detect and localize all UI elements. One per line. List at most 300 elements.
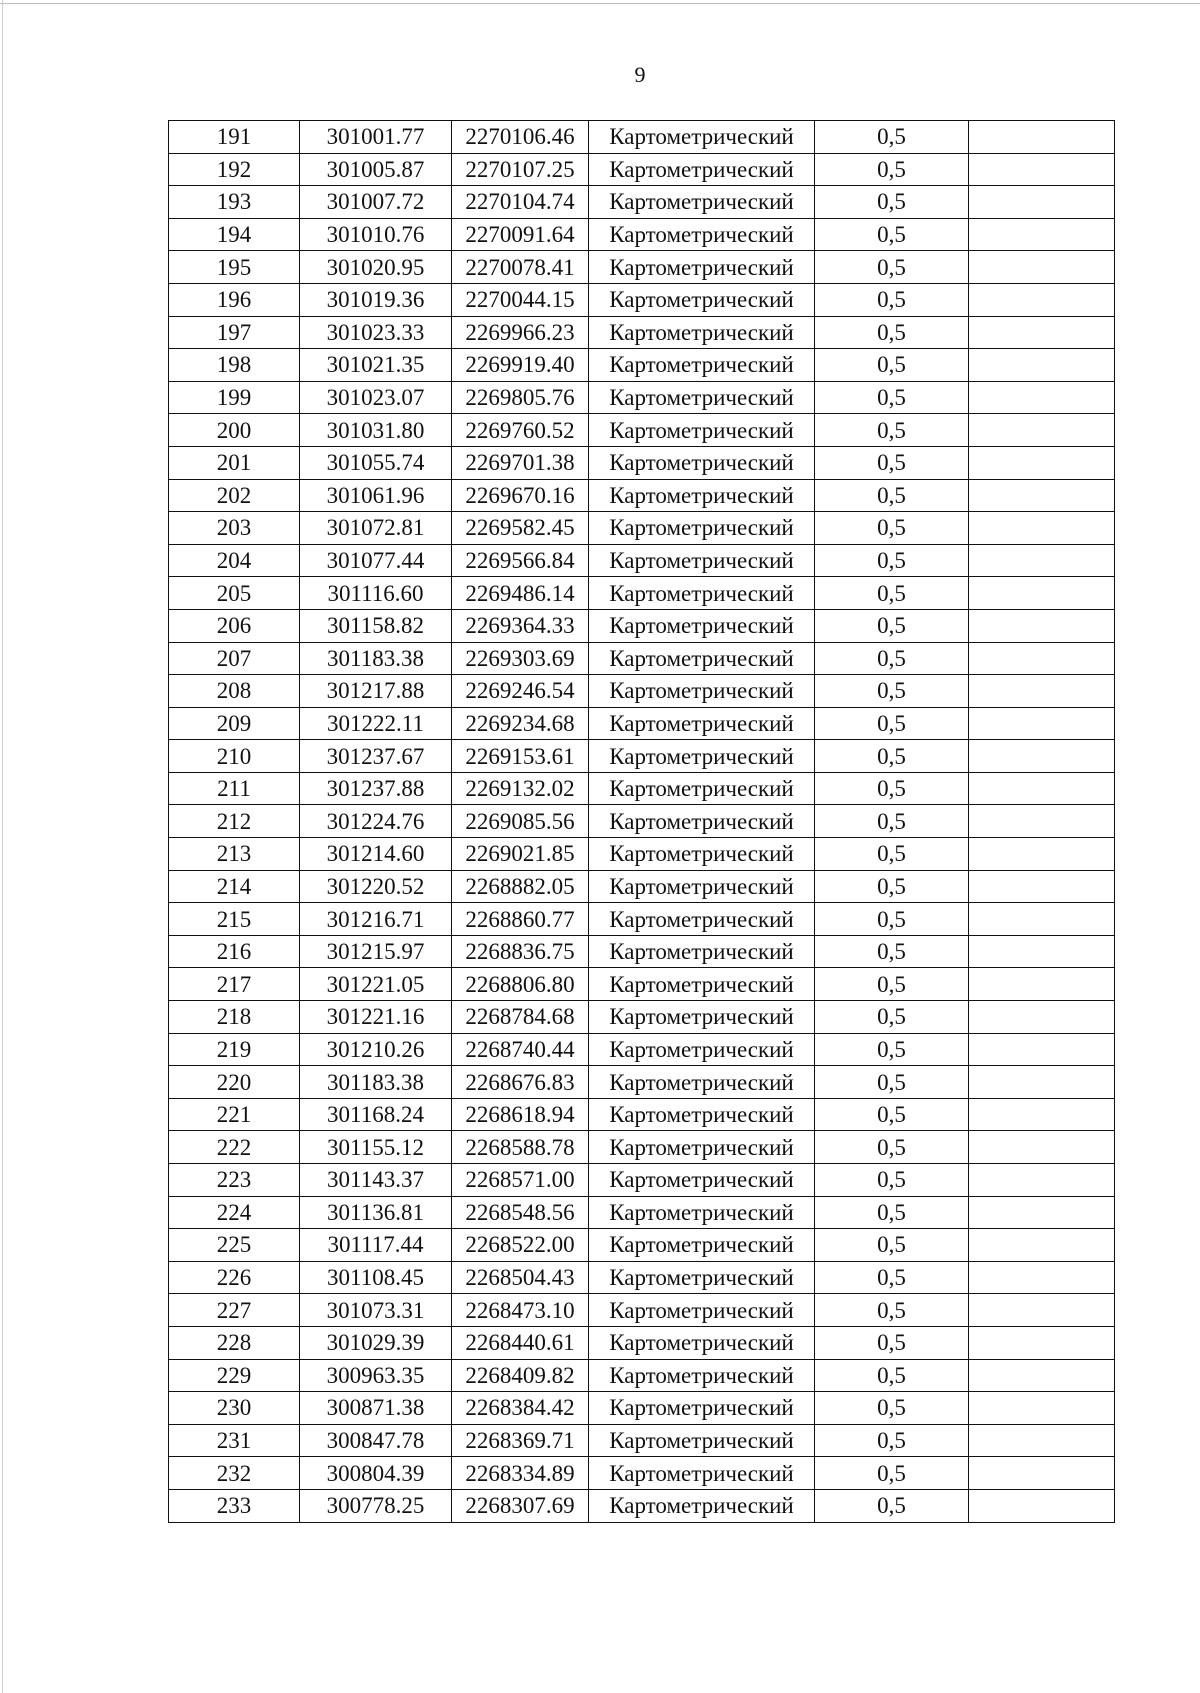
accuracy-cell: 0,5 [815,512,969,545]
x-coordinate-cell: 300871.38 [300,1392,452,1425]
y-coordinate-cell: 2269582.45 [452,512,589,545]
note-cell [969,446,1115,479]
y-coordinate-cell: 2268473.10 [452,1294,589,1327]
method-cell: Картометрический [589,675,815,708]
note-cell [969,707,1115,740]
x-coordinate-cell: 301237.88 [300,772,452,805]
y-coordinate-cell: 2268504.43 [452,1261,589,1294]
note-cell [969,935,1115,968]
method-cell: Картометрический [589,609,815,642]
accuracy-cell: 0,5 [815,805,969,838]
y-coordinate-cell: 2270078.41 [452,251,589,284]
method-cell: Картометрический [589,186,815,219]
point-number-cell: 216 [169,935,300,968]
accuracy-cell: 0,5 [815,544,969,577]
x-coordinate-cell: 301143.37 [300,1164,452,1197]
note-cell [969,1033,1115,1066]
accuracy-cell: 0,5 [815,1392,969,1425]
x-coordinate-cell: 300963.35 [300,1359,452,1392]
x-coordinate-cell: 301019.36 [300,283,452,316]
y-coordinate-cell: 2269153.61 [452,740,589,773]
note-cell [969,121,1115,154]
x-coordinate-cell: 301031.80 [300,414,452,447]
accuracy-cell: 0,5 [815,740,969,773]
table-row [169,838,1115,871]
y-coordinate-cell: 2268836.75 [452,935,589,968]
note-cell [969,153,1115,186]
scan-edge-line [0,3,1200,4]
x-coordinate-cell: 301117.44 [300,1229,452,1262]
accuracy-cell: 0,5 [815,1131,969,1164]
x-coordinate-cell: 301155.12 [300,1131,452,1164]
table-row [169,479,1115,512]
table-row [169,642,1115,675]
y-coordinate-cell: 2269486.14 [452,577,589,610]
note-cell [969,218,1115,251]
accuracy-cell: 0,5 [815,1229,969,1262]
note-cell [969,1196,1115,1229]
table-row [169,1326,1115,1359]
point-number-cell: 201 [169,446,300,479]
table-row [169,381,1115,414]
x-coordinate-cell: 301221.16 [300,1001,452,1034]
method-cell: Картометрический [589,577,815,610]
note-cell [969,186,1115,219]
point-number-cell: 200 [169,414,300,447]
point-number-cell: 198 [169,349,300,382]
method-cell: Картометрический [589,218,815,251]
y-coordinate-cell: 2268571.00 [452,1164,589,1197]
method-cell: Картометрический [589,1033,815,1066]
method-cell: Картометрический [589,1457,815,1490]
table-row [169,153,1115,186]
point-number-cell: 193 [169,186,300,219]
method-cell: Картометрический [589,1326,815,1359]
point-number-cell: 229 [169,1359,300,1392]
x-coordinate-cell: 301077.44 [300,544,452,577]
y-coordinate-cell: 2268307.69 [452,1489,589,1522]
x-coordinate-cell: 301216.71 [300,903,452,936]
table-row [169,186,1115,219]
table-row [169,218,1115,251]
x-coordinate-cell: 301007.72 [300,186,452,219]
x-coordinate-cell: 301108.45 [300,1261,452,1294]
y-coordinate-cell: 2269670.16 [452,479,589,512]
x-coordinate-cell: 301221.05 [300,968,452,1001]
method-cell: Картометрический [589,1294,815,1327]
note-cell [969,316,1115,349]
method-cell: Картометрический [589,544,815,577]
method-cell: Картометрический [589,381,815,414]
x-coordinate-cell: 301136.81 [300,1196,452,1229]
x-coordinate-cell: 301023.07 [300,381,452,414]
table-row [169,446,1115,479]
note-cell [969,1326,1115,1359]
table-row [169,316,1115,349]
point-number-cell: 206 [169,609,300,642]
accuracy-cell: 0,5 [815,707,969,740]
table-row [169,1229,1115,1262]
point-number-cell: 222 [169,1131,300,1164]
x-coordinate-cell: 301168.24 [300,1098,452,1131]
accuracy-cell: 0,5 [815,479,969,512]
point-number-cell: 218 [169,1001,300,1034]
table-row [169,935,1115,968]
y-coordinate-cell: 2268409.82 [452,1359,589,1392]
table-row [169,1196,1115,1229]
method-cell: Картометрический [589,935,815,968]
point-number-cell: 202 [169,479,300,512]
point-number-cell: 224 [169,1196,300,1229]
note-cell [969,740,1115,773]
x-coordinate-cell: 301001.77 [300,121,452,154]
y-coordinate-cell: 2269566.84 [452,544,589,577]
note-cell [969,968,1115,1001]
x-coordinate-cell: 301072.81 [300,512,452,545]
table-row [169,1001,1115,1034]
y-coordinate-cell: 2269919.40 [452,349,589,382]
table-row [169,544,1115,577]
method-cell: Картометрический [589,740,815,773]
method-cell: Картометрический [589,903,815,936]
x-coordinate-cell: 301020.95 [300,251,452,284]
point-number-cell: 195 [169,251,300,284]
accuracy-cell: 0,5 [815,609,969,642]
x-coordinate-cell: 301183.38 [300,642,452,675]
table-row [169,1164,1115,1197]
table-row [169,1066,1115,1099]
note-cell [969,251,1115,284]
point-number-cell: 219 [169,1033,300,1066]
accuracy-cell: 0,5 [815,1164,969,1197]
point-number-cell: 220 [169,1066,300,1099]
y-coordinate-cell: 2268806.80 [452,968,589,1001]
point-number-cell: 214 [169,870,300,903]
accuracy-cell: 0,5 [815,1066,969,1099]
y-coordinate-cell: 2270104.74 [452,186,589,219]
accuracy-cell: 0,5 [815,1261,969,1294]
method-cell: Картометрический [589,316,815,349]
note-cell [969,1066,1115,1099]
table-row [169,251,1115,284]
note-cell [969,544,1115,577]
y-coordinate-cell: 2268548.56 [452,1196,589,1229]
x-coordinate-cell: 301061.96 [300,479,452,512]
method-cell: Картометрический [589,479,815,512]
accuracy-cell: 0,5 [815,577,969,610]
accuracy-cell: 0,5 [815,675,969,708]
method-cell: Картометрический [589,772,815,805]
table-row [169,805,1115,838]
note-cell [969,1001,1115,1034]
table-row [169,1098,1115,1131]
accuracy-cell: 0,5 [815,381,969,414]
x-coordinate-cell: 301220.52 [300,870,452,903]
y-coordinate-cell: 2269234.68 [452,707,589,740]
page-number: 9 [634,62,646,87]
note-cell [969,512,1115,545]
y-coordinate-cell: 2269021.85 [452,838,589,871]
table-row [169,1392,1115,1425]
method-cell: Картометрический [589,707,815,740]
table-row [169,968,1115,1001]
table-row [169,121,1115,154]
point-number-cell: 226 [169,1261,300,1294]
point-number-cell: 196 [169,283,300,316]
method-cell: Картометрический [589,121,815,154]
method-cell: Картометрический [589,512,815,545]
note-cell [969,479,1115,512]
note-cell [969,1261,1115,1294]
y-coordinate-cell: 2269805.76 [452,381,589,414]
table-row [169,1033,1115,1066]
x-coordinate-cell: 301183.38 [300,1066,452,1099]
coordinates-table-body [169,121,1115,1523]
y-coordinate-cell: 2269246.54 [452,675,589,708]
y-coordinate-cell: 2270106.46 [452,121,589,154]
method-cell: Картометрический [589,1489,815,1522]
point-number-cell: 194 [169,218,300,251]
note-cell [969,381,1115,414]
method-cell: Картометрический [589,1424,815,1457]
note-cell [969,414,1115,447]
point-number-cell: 191 [169,121,300,154]
point-number-cell: 207 [169,642,300,675]
method-cell: Картометрический [589,1098,815,1131]
x-coordinate-cell: 300804.39 [300,1457,452,1490]
x-coordinate-cell: 301158.82 [300,609,452,642]
accuracy-cell: 0,5 [815,903,969,936]
table-row [169,1489,1115,1522]
y-coordinate-cell: 2268369.71 [452,1424,589,1457]
accuracy-cell: 0,5 [815,642,969,675]
note-cell [969,772,1115,805]
y-coordinate-cell: 2269132.02 [452,772,589,805]
y-coordinate-cell: 2270107.25 [452,153,589,186]
accuracy-cell: 0,5 [815,838,969,871]
accuracy-cell: 0,5 [815,251,969,284]
accuracy-cell: 0,5 [815,1359,969,1392]
note-cell [969,1229,1115,1262]
method-cell: Картометрический [589,414,815,447]
table-row [169,609,1115,642]
note-cell [969,1489,1115,1522]
x-coordinate-cell: 301214.60 [300,838,452,871]
table-row [169,283,1115,316]
point-number-cell: 210 [169,740,300,773]
accuracy-cell: 0,5 [815,349,969,382]
table-row [169,870,1115,903]
point-number-cell: 221 [169,1098,300,1131]
table-row [169,1294,1115,1327]
method-cell: Картометрический [589,283,815,316]
note-cell [969,675,1115,708]
method-cell: Картометрический [589,153,815,186]
note-cell [969,1098,1115,1131]
method-cell: Картометрический [589,870,815,903]
table-row [169,1261,1115,1294]
note-cell [969,283,1115,316]
table-row [169,772,1115,805]
point-number-cell: 205 [169,577,300,610]
point-number-cell: 199 [169,381,300,414]
table-row [169,1457,1115,1490]
point-number-cell: 213 [169,838,300,871]
note-cell [969,1392,1115,1425]
note-cell [969,838,1115,871]
accuracy-cell: 0,5 [815,1196,969,1229]
point-number-cell: 208 [169,675,300,708]
point-number-cell: 230 [169,1392,300,1425]
table-row [169,349,1115,382]
point-number-cell: 212 [169,805,300,838]
point-number-cell: 231 [169,1424,300,1457]
accuracy-cell: 0,5 [815,1001,969,1034]
y-coordinate-cell: 2268860.77 [452,903,589,936]
y-coordinate-cell: 2269760.52 [452,414,589,447]
accuracy-cell: 0,5 [815,186,969,219]
x-coordinate-cell: 301210.26 [300,1033,452,1066]
y-coordinate-cell: 2269966.23 [452,316,589,349]
point-number-cell: 217 [169,968,300,1001]
point-number-cell: 204 [169,544,300,577]
note-cell [969,1131,1115,1164]
x-coordinate-cell: 301023.33 [300,316,452,349]
accuracy-cell: 0,5 [815,316,969,349]
method-cell: Картометрический [589,805,815,838]
note-cell [969,349,1115,382]
point-number-cell: 225 [169,1229,300,1262]
note-cell [969,577,1115,610]
y-coordinate-cell: 2269085.56 [452,805,589,838]
note-cell [969,903,1115,936]
method-cell: Картометрический [589,1131,815,1164]
table-row [169,1424,1115,1457]
method-cell: Картометрический [589,1359,815,1392]
accuracy-cell: 0,5 [815,446,969,479]
point-number-cell: 203 [169,512,300,545]
note-cell [969,805,1115,838]
method-cell: Картометрический [589,1164,815,1197]
table-row [169,740,1115,773]
method-cell: Картометрический [589,1229,815,1262]
y-coordinate-cell: 2270044.15 [452,283,589,316]
y-coordinate-cell: 2268676.83 [452,1066,589,1099]
accuracy-cell: 0,5 [815,1098,969,1131]
note-cell [969,1164,1115,1197]
method-cell: Картометрический [589,1196,815,1229]
note-cell [969,642,1115,675]
note-cell [969,1359,1115,1392]
table-row [169,512,1115,545]
method-cell: Картометрический [589,1392,815,1425]
accuracy-cell: 0,5 [815,1424,969,1457]
method-cell: Картометрический [589,642,815,675]
x-coordinate-cell: 301021.35 [300,349,452,382]
accuracy-cell: 0,5 [815,414,969,447]
note-cell [969,1424,1115,1457]
point-number-cell: 209 [169,707,300,740]
x-coordinate-cell: 301215.97 [300,935,452,968]
accuracy-cell: 0,5 [815,935,969,968]
method-cell: Картометрический [589,838,815,871]
y-coordinate-cell: 2268334.89 [452,1457,589,1490]
method-cell: Картометрический [589,446,815,479]
accuracy-cell: 0,5 [815,1033,969,1066]
point-number-cell: 228 [169,1326,300,1359]
y-coordinate-cell: 2268522.00 [452,1229,589,1262]
point-number-cell: 227 [169,1294,300,1327]
method-cell: Картометрический [589,1001,815,1034]
method-cell: Картометрический [589,251,815,284]
table-row [169,675,1115,708]
accuracy-cell: 0,5 [815,283,969,316]
table-row [169,577,1115,610]
accuracy-cell: 0,5 [815,1326,969,1359]
note-cell [969,1457,1115,1490]
point-number-cell: 223 [169,1164,300,1197]
table-row [169,414,1115,447]
x-coordinate-cell: 301029.39 [300,1326,452,1359]
table-row [169,1131,1115,1164]
y-coordinate-cell: 2268384.42 [452,1392,589,1425]
y-coordinate-cell: 2268588.78 [452,1131,589,1164]
x-coordinate-cell: 301005.87 [300,153,452,186]
x-coordinate-cell: 301237.67 [300,740,452,773]
accuracy-cell: 0,5 [815,1489,969,1522]
table-row [169,707,1115,740]
x-coordinate-cell: 301073.31 [300,1294,452,1327]
accuracy-cell: 0,5 [815,153,969,186]
coordinates-table [168,120,1115,1523]
point-number-cell: 197 [169,316,300,349]
y-coordinate-cell: 2269364.33 [452,609,589,642]
y-coordinate-cell: 2268882.05 [452,870,589,903]
y-coordinate-cell: 2270091.64 [452,218,589,251]
y-coordinate-cell: 2268784.68 [452,1001,589,1034]
x-coordinate-cell: 301217.88 [300,675,452,708]
point-number-cell: 232 [169,1457,300,1490]
accuracy-cell: 0,5 [815,218,969,251]
y-coordinate-cell: 2269701.38 [452,446,589,479]
point-number-cell: 192 [169,153,300,186]
accuracy-cell: 0,5 [815,1294,969,1327]
y-coordinate-cell: 2269303.69 [452,642,589,675]
scan-edge-line [2,0,3,1693]
y-coordinate-cell: 2268740.44 [452,1033,589,1066]
x-coordinate-cell: 301055.74 [300,446,452,479]
accuracy-cell: 0,5 [815,121,969,154]
point-number-cell: 211 [169,772,300,805]
point-number-cell: 233 [169,1489,300,1522]
method-cell: Картометрический [589,1066,815,1099]
accuracy-cell: 0,5 [815,968,969,1001]
accuracy-cell: 0,5 [815,772,969,805]
note-cell [969,870,1115,903]
method-cell: Картометрический [589,1261,815,1294]
x-coordinate-cell: 301010.76 [300,218,452,251]
table-row [169,903,1115,936]
x-coordinate-cell: 301224.76 [300,805,452,838]
method-cell: Картометрический [589,349,815,382]
point-number-cell: 215 [169,903,300,936]
accuracy-cell: 0,5 [815,870,969,903]
note-cell [969,1294,1115,1327]
x-coordinate-cell: 300847.78 [300,1424,452,1457]
x-coordinate-cell: 300778.25 [300,1489,452,1522]
x-coordinate-cell: 301222.11 [300,707,452,740]
table-row [169,1359,1115,1392]
